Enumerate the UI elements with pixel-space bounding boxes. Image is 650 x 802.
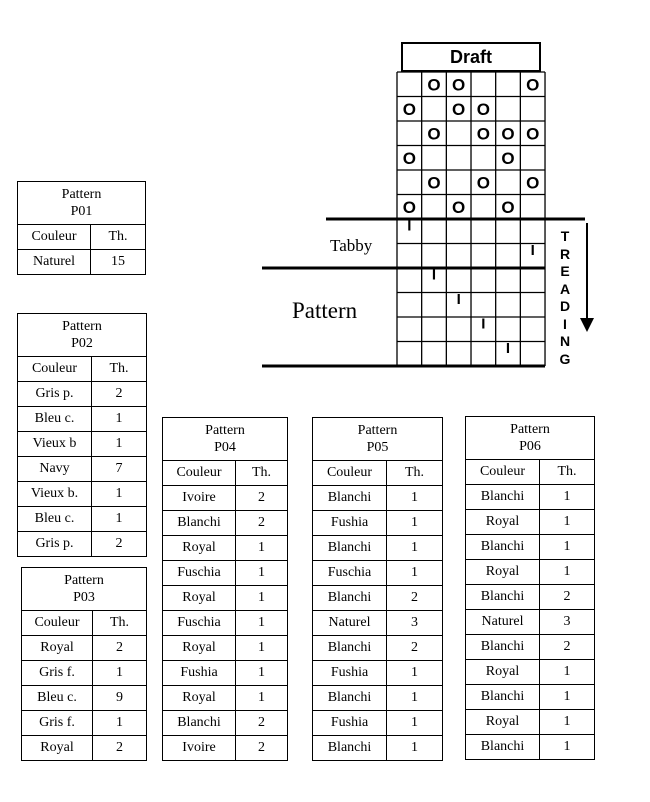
color-header: Couleur [313,461,387,486]
color-cell: Royal [163,536,236,561]
threads-cell: 1 [387,511,443,536]
color-cell: Blanchi [466,635,540,660]
threads-cell: 1 [540,535,595,560]
color-cell: Gris f. [22,711,93,736]
tie-up-mark: O [501,148,515,168]
threads-cell: 1 [236,561,288,586]
threads-cell: 2 [236,511,288,536]
threads-cell: 1 [387,711,443,736]
threads-cell: 1 [236,586,288,611]
color-cell: Bleu c. [22,686,93,711]
pattern-table-p03 [21,567,147,761]
treading-letter: E [560,263,570,279]
tie-up-mark: O [501,197,515,217]
tie-up-mark: O [526,173,540,193]
color-cell: Vieux b [18,432,92,457]
color-cell: Naturel [313,611,387,636]
threads-cell: 1 [387,561,443,586]
color-cell: Gris f. [22,661,93,686]
threads-cell: 1 [540,510,595,535]
color-cell: Fushia [313,711,387,736]
tie-up-mark: O [427,173,441,193]
threads-header: Th. [540,460,595,485]
color-cell: Blanchi [313,686,387,711]
color-cell: Naturel [466,610,540,635]
color-cell: Bleu c. [18,507,92,532]
color-cell: Fuschia [163,611,236,636]
treadle-mark: I [407,217,412,235]
pattern-table-p02 [17,313,147,557]
treading-letter: I [563,315,567,332]
treading-letter: A [559,280,571,297]
pattern-table-p06 [465,416,595,760]
threads-cell: 1 [540,660,595,685]
color-cell: Royal [22,736,93,761]
color-cell: Bleu c. [18,407,92,432]
pattern-title: Pattern P01 [18,182,146,225]
pattern-title: Pattern P04 [163,418,288,461]
tie-up-mark: O [476,99,490,119]
color-cell: Blanchi [466,535,540,560]
color-header: Couleur [163,461,236,486]
color-cell: Royal [163,686,236,711]
pattern-title: Pattern P03 [22,568,147,611]
color-cell: Fushia [313,661,387,686]
color-cell: Royal [466,510,540,535]
draft-title: Draft [401,42,541,72]
threads-cell: 1 [236,536,288,561]
threads-cell: 1 [92,432,147,457]
treadle-mark: I [431,266,437,284]
color-cell: Royal [163,636,236,661]
threads-cell: 1 [387,736,443,761]
tie-up-mark: O [452,99,466,119]
color-cell: Ivoire [163,486,236,511]
color-cell: Gris p. [18,382,92,407]
threads-header: Th. [91,225,146,250]
tie-up-mark: O [452,75,466,95]
threads-cell: 3 [387,611,443,636]
color-cell: Blanchi [466,585,540,610]
treading-label [557,228,573,368]
treading-letter: N [559,333,571,349]
threads-cell: 2 [236,711,288,736]
treadle-mark: I [505,339,511,357]
treading-letter: D [559,298,571,314]
treading-letter: T [560,228,570,244]
threads-cell: 1 [540,685,595,710]
tabby-label: Tabby [330,236,373,255]
color-cell: Blanchi [466,685,540,710]
color-cell: Royal [466,560,540,585]
threads-cell: 1 [236,661,288,686]
threads-cell: 1 [92,507,147,532]
threads-cell: 1 [387,536,443,561]
threads-cell: 1 [387,686,443,711]
threads-cell: 2 [387,636,443,661]
threads-cell: 1 [236,686,288,711]
threads-cell: 2 [236,736,288,761]
threads-cell: 1 [387,661,443,686]
pattern-title: Pattern P05 [313,418,443,461]
pattern-table-p01 [17,181,146,275]
color-cell: Vieux b. [18,482,92,507]
threads-cell: 1 [92,482,147,507]
threads-cell: 15 [91,250,146,275]
treading-letter: R [559,245,571,262]
color-cell: Blanchi [163,711,236,736]
tie-up-mark: O [526,124,540,144]
color-cell: Gris p. [18,532,92,557]
threads-cell: 2 [92,382,147,407]
tie-up-mark: O [402,99,416,119]
color-cell: Royal [163,586,236,611]
pattern-table-p04 [162,417,288,761]
color-cell: Fushia [313,511,387,536]
threads-cell: 1 [93,711,147,736]
threads-cell: 1 [540,710,595,735]
threads-cell: 1 [92,407,147,432]
threads-cell: 1 [236,636,288,661]
color-cell: Royal [22,636,93,661]
color-cell: Fuschia [313,561,387,586]
tie-up-mark: O [427,124,441,144]
tie-up-mark: O [402,197,416,217]
color-header: Couleur [18,357,92,382]
color-header: Couleur [18,225,91,250]
color-cell: Blanchi [313,486,387,511]
color-cell: Blanchi [313,586,387,611]
color-cell: Blanchi [313,736,387,761]
treading-arrow-head [580,318,594,332]
threads-cell: 2 [387,586,443,611]
pattern-table-p05 [312,417,443,761]
threads-cell: 1 [540,485,595,510]
tie-up-mark: O [452,197,466,217]
pattern-title: Pattern P06 [466,417,595,460]
color-header: Couleur [22,611,93,636]
color-cell: Navy [18,457,92,482]
threads-cell: 2 [92,532,147,557]
color-header: Couleur [466,460,540,485]
tie-up-mark: O [476,173,490,193]
color-cell: Blanchi [466,485,540,510]
treadle-mark: I [481,315,486,333]
color-cell: Fushia [163,661,236,686]
tie-up-mark: O [476,124,490,144]
color-cell: Blanchi [163,511,236,536]
color-cell: Blanchi [466,735,540,760]
threads-cell: 2 [540,585,595,610]
color-cell: Blanchi [313,536,387,561]
tie-up-mark: O [427,75,441,95]
treadle-mark: I [530,241,535,259]
treadle-mark: I [456,290,461,308]
threads-cell: 1 [540,560,595,585]
threads-cell: 1 [540,735,595,760]
threads-cell: 1 [387,486,443,511]
threads-cell: 2 [540,635,595,660]
tie-up-mark: O [402,148,416,168]
threads-header: Th. [236,461,288,486]
pattern-title: Pattern P02 [18,314,147,357]
threads-cell: 1 [236,611,288,636]
tie-up-mark: O [501,124,515,144]
threads-cell: 2 [93,636,147,661]
threads-header: Th. [387,461,443,486]
treading-letter: G [559,350,571,367]
threads-header: Th. [92,357,147,382]
threads-cell: 7 [92,457,147,482]
color-cell: Blanchi [313,636,387,661]
threads-cell: 9 [93,686,147,711]
color-cell: Royal [466,710,540,735]
threads-cell: 1 [93,661,147,686]
threads-header: Th. [93,611,147,636]
color-cell: Ivoire [163,736,236,761]
color-cell: Royal [466,660,540,685]
color-cell: Fuschia [163,561,236,586]
threads-cell: 3 [540,610,595,635]
tie-up-mark: O [526,75,540,95]
pattern-label: Pattern [292,298,358,323]
threads-cell: 2 [236,486,288,511]
color-cell: Naturel [18,250,91,275]
threads-cell: 2 [93,736,147,761]
